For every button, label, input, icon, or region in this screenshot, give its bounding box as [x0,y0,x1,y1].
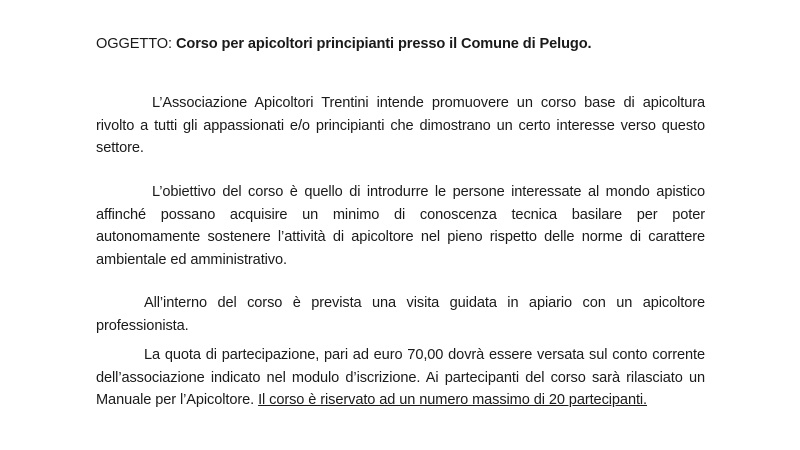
subject-line [96,34,592,54]
subject-title: Corso per apicoltori principianti presso il Comune di Pelugo. [175,36,592,52]
paragraph-guided-visit: All’interno del corso è prevista una visita guidata in apiario con un apicoltore professionista. [96,295,705,334]
subject-label: OGGETTO: [96,36,172,52]
paragraph-course-intro: L’Associazione Apicoltori Trentini intende promuovere un corso base di apicoltura rivolto a tutti gli appassionati e/o principianti che dimostrano un certo interesse verso questo settore. [96,95,705,156]
max-participants-note: Il corso è riservato ad un numero massimo di 20 partecipanti. [258,392,648,408]
paragraph-fee [96,344,705,412]
paragraph-course-objective: L’obiettivo del corso è quello di introdurre le persone interessate al mondo apistico affinché possano acquisire un minimo di conoscenza tecnica basilare per poter autonomamente sostenere l’attività di apicoltore nel pieno rispetto delle norme di carattere ambientale ed amministrativo. [96,184,705,268]
fee-text: La quota di partecipazione, pari ad euro 70,00 dovrà essere versata sul conto corrente dell’associazione indicato nel modulo d’iscrizione. Ai partecipanti del corso sarà rilasciato un Manuale per l’Apicoltore. [96,347,705,408]
